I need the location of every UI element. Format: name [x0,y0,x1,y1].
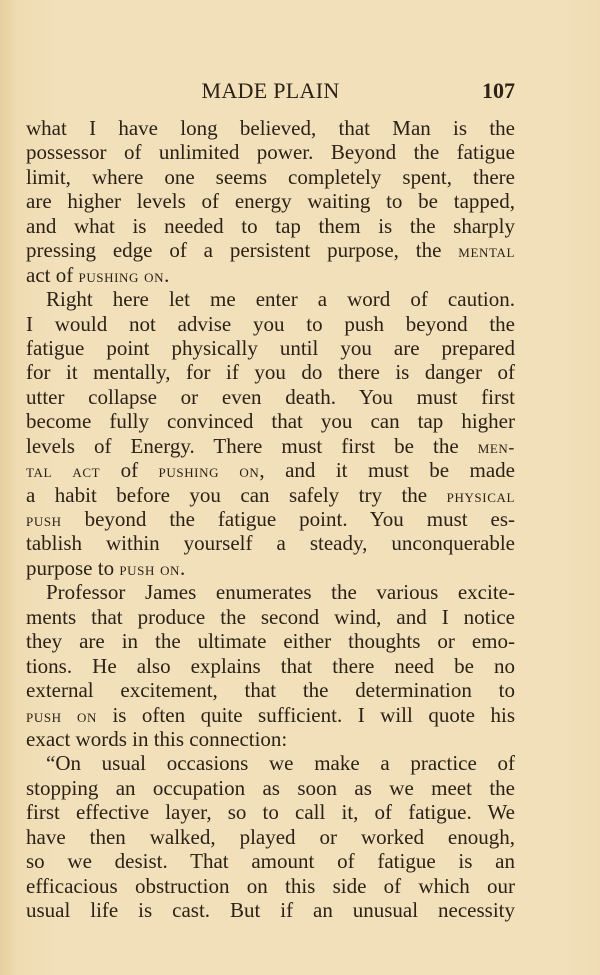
text-segment: and what is needed to tap them is the sharply [26,213,515,238]
text-segment: of [100,458,159,483]
page-number: 107 [482,78,515,103]
text-segment: is often quite sufficient. I will quote his [96,702,515,727]
text-segment: “On usual occasions we make a practice of [46,751,515,776]
text-segment: . [180,555,186,580]
text-segment: Professor James enumerates the various excite- [46,580,515,605]
text-segment: tablish within yourself a steady, unconquerable [26,531,515,556]
text-line [26,727,515,751]
text-line [26,434,515,458]
text-line [26,629,515,653]
text-line [26,483,515,507]
small-caps-text: mental [458,241,515,262]
text-segment: usual life is cast. But if an unusual necessity [26,898,515,922]
small-caps-text: pushing on [158,461,260,482]
text-segment: levels of Energy. There must first be the [26,433,478,458]
text-line [26,312,515,336]
text-line [26,238,515,262]
text-line [26,507,515,531]
text-line [26,214,515,238]
text-segment: tions. He also explains that there need be no [26,653,515,678]
text-segment: for it mentally, for if you do there is danger of [26,360,515,385]
small-caps-text: tal act [26,461,101,482]
text-segment: are higher levels of energy waiting to be tapped, [26,189,515,214]
text-segment: possessor of unlimited power. Beyond the fatigue [26,140,515,165]
text-line [26,874,515,898]
text-line [26,531,515,555]
text-line [26,678,515,702]
text-segment: . [164,262,170,287]
text-line [26,458,515,482]
text-line [26,825,515,849]
text-line [26,776,515,800]
text-segment: I would not advise you to push beyond the [26,311,515,336]
text-line [26,556,515,580]
text-segment: , and it must be made [259,458,516,483]
text-segment: ments that produce the second wind, and I notice [26,604,515,629]
text-line [26,165,515,189]
text-line [26,409,515,433]
text-line [26,140,515,164]
small-caps-text: push [26,510,62,530]
text-segment: become fully convinced that you can tap higher [26,409,515,434]
text-line [26,605,515,629]
text-line [26,360,515,384]
text-segment: act of [26,262,79,287]
text-segment: purpose to [26,555,120,580]
running-title: MADE PLAIN [201,78,340,103]
text-line [26,336,515,360]
text-segment: first effective layer, so to call it, of fatigue. We [26,800,515,825]
running-header [26,78,515,108]
text-line [26,385,515,409]
text-segment: a habit before you can safely try the [26,482,447,507]
text-segment: exact words in this connection: [26,726,288,751]
text-segment: they are in the ultimate either thoughts or emo- [26,629,515,654]
small-caps-text: pushing on [78,265,165,286]
text-segment: limit, where one seems completely spent, there [26,164,515,189]
small-caps-text: push on [26,705,97,726]
text-line [26,116,515,140]
text-line [26,751,515,775]
text-line [26,800,515,824]
body-text [26,116,515,922]
text-segment: utter collapse or even death. You must first [26,384,515,409]
text-line [26,189,515,213]
text-segment: pressing edge of a persistent purpose, the [26,238,459,263]
text-line [26,263,515,287]
small-caps-text: men- [477,436,515,457]
text-segment: efficacious obstruction on this side of which our [26,873,515,898]
text-segment: Right here let me enter a word of caution. [46,287,515,312]
text-segment: fatigue point physically until you are prepared [26,335,515,360]
text-segment: what I have long believed, that Man is the [26,116,515,140]
text-line [26,580,515,604]
text-line [26,898,515,922]
small-caps-text: push on [119,558,181,579]
text-segment: so we desist. That amount of fatigue is an [26,849,515,874]
text-line [26,287,515,311]
text-segment: have then walked, played or worked enough, [26,824,515,849]
text-segment: beyond the fatigue point. You must es- [61,507,515,531]
text-line [26,849,515,873]
text-line [26,703,515,727]
text-segment: external excitement, that the determination to [26,678,515,703]
text-segment: stopping an occupation as soon as we meet the [26,775,515,800]
small-caps-text: physical [446,485,515,506]
text-line [26,654,515,678]
